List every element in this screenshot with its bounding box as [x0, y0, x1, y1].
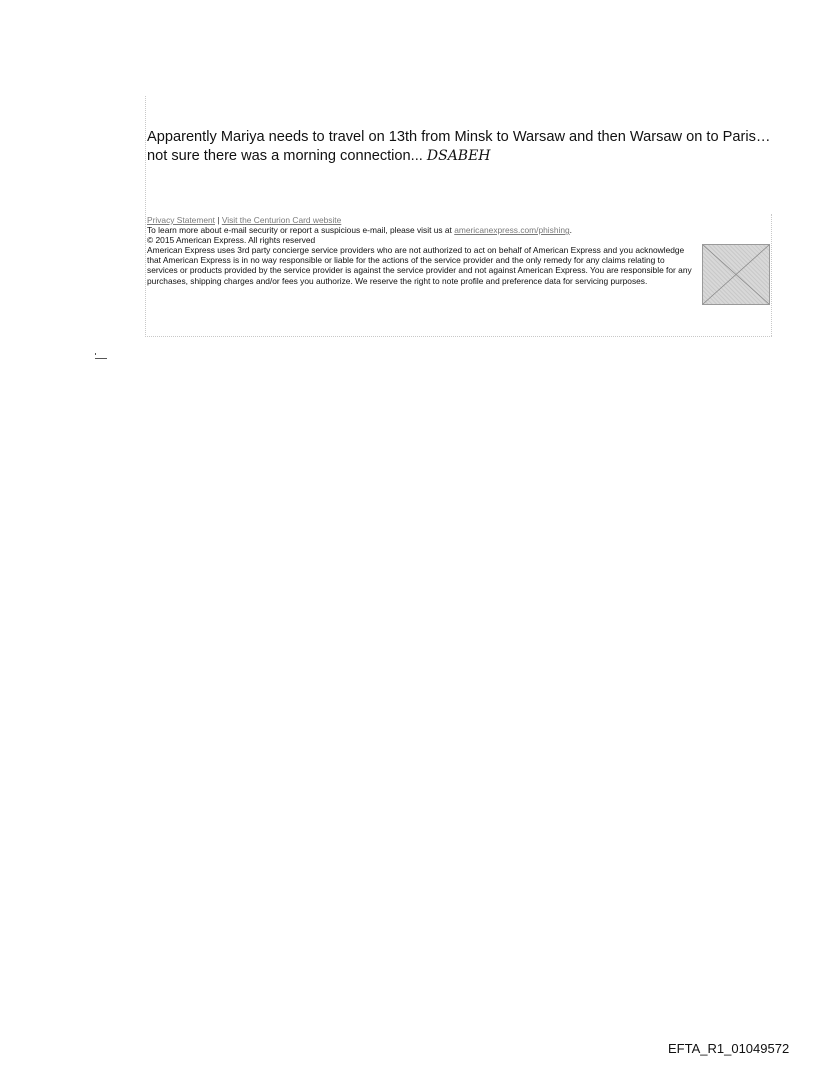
message-signature: DSABEH: [426, 148, 491, 164]
footer-frame-edge: [771, 214, 772, 336]
email-footer: [147, 215, 695, 286]
footer-link-separator: |: [214, 215, 222, 225]
email-message: [147, 128, 771, 166]
margin-mark: [95, 352, 107, 359]
security-notice: [147, 225, 695, 235]
security-text-end: .: [569, 225, 572, 236]
footer-links-line: [147, 215, 695, 225]
centurion-card-link[interactable]: Visit the Centurion Card website: [221, 215, 342, 225]
message-body: Apparently Mariya needs to travel on 13th from Minsk to Warsaw and then Warsaw on to Paris…not sure there was a morning connection...: [147, 129, 771, 164]
privacy-statement-link[interactable]: Privacy Statement: [147, 215, 215, 225]
broken-image-placeholder-icon: [702, 244, 770, 305]
security-text: To learn more about e-mail security or report a suspicious e-mail, please visit us at: [147, 225, 455, 236]
copyright-notice: © 2015 American Express. All rights reserved: [147, 235, 316, 246]
disclaimer-text: American Express uses 3rd party concierge service providers who are not authorized to act on behalf of American Express and you acknowledge that American Express is in no way responsible or liable for the actions of the service provider and the only remedy for any claims relating to services or products provided by the service provider is against the service provider and not against American Express. You are responsible for any purchases, shipping charges and/or fees you authorize. We reserve the right to note profile and preference data for servicing purposes.: [147, 245, 692, 286]
document-id: EFTA_R1_01049572: [668, 1041, 790, 1056]
phishing-link[interactable]: americanexpress.com/phishing: [454, 225, 570, 236]
